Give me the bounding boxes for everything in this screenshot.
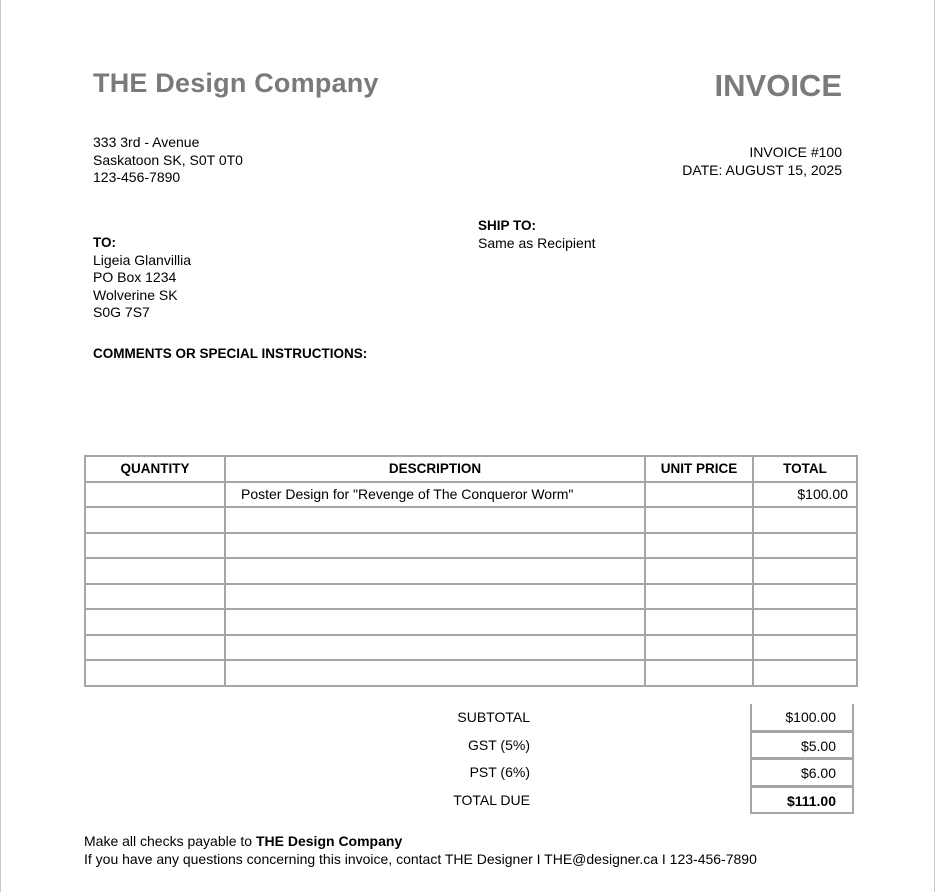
bill-to-label: TO: — [93, 235, 116, 250]
cell-total — [753, 533, 857, 559]
table-row — [85, 558, 857, 584]
total-due-label: TOTAL DUE — [453, 791, 530, 808]
recipient-city: Wolverine SK — [93, 286, 178, 303]
gst-label: GST (5%) — [468, 736, 530, 753]
ship-to-block — [478, 217, 596, 252]
cell-total: $100.00 — [753, 482, 857, 508]
cell-description — [225, 507, 645, 533]
cell-unit-price — [645, 558, 753, 584]
table-header-row — [85, 456, 857, 482]
cell-total — [753, 635, 857, 661]
company-address — [93, 134, 243, 187]
payable-line — [84, 833, 757, 851]
table-row — [85, 660, 857, 686]
ship-to-label: SHIP TO: — [478, 218, 537, 233]
table-row — [85, 609, 857, 635]
header-description: DESCRIPTION — [225, 456, 645, 482]
contact-line: If you have any questions concerning this invoice, contact THE Designer I THE@designer.ca I 123-456-7890 — [84, 850, 757, 867]
recipient-address: PO Box 1234 — [93, 269, 177, 285]
cell-total — [753, 507, 857, 533]
table-row — [85, 482, 857, 508]
recipient-name: Ligeia Glanvillia — [93, 251, 192, 268]
cell-description — [225, 660, 645, 686]
invoice-number: INVOICE #100 — [749, 144, 842, 160]
table-row — [85, 635, 857, 661]
payable-prefix: Make all checks payable to — [84, 833, 256, 849]
subtotal-label: SUBTOTAL — [457, 709, 530, 725]
subtotal-value: $100.00 — [750, 704, 854, 732]
cell-quantity — [85, 558, 225, 584]
footer — [84, 833, 757, 868]
recipient-postal: S0G 7S7 — [93, 304, 150, 320]
payable-company: THE Design Company — [255, 833, 403, 849]
cell-description — [225, 558, 645, 584]
cell-quantity — [85, 609, 225, 635]
bill-to-block — [93, 234, 191, 322]
phone: 123-456-7890 — [93, 169, 181, 185]
cell-quantity — [85, 584, 225, 610]
invoice-meta — [682, 144, 842, 179]
table-row — [85, 533, 857, 559]
cell-quantity — [85, 533, 225, 559]
cell-unit-price — [645, 660, 753, 686]
address-line: Saskatoon SK, S0T 0T0 — [93, 151, 243, 168]
cell-quantity — [85, 507, 225, 533]
cell-unit-price — [645, 533, 753, 559]
address-line: 333 3rd - Avenue — [93, 134, 200, 150]
pst-label: PST (6%) — [469, 764, 530, 780]
line-items-table — [84, 455, 858, 687]
cell-description — [225, 635, 645, 661]
ship-to-value: Same as Recipient — [478, 234, 596, 251]
cell-quantity — [85, 635, 225, 661]
invoice-date: DATE: AUGUST 15, 2025 — [682, 161, 842, 178]
comments-label: COMMENTS OR SPECIAL INSTRUCTIONS: — [93, 346, 368, 361]
cell-total — [753, 660, 857, 686]
cell-unit-price — [645, 635, 753, 661]
table-row — [85, 507, 857, 533]
header-total: TOTAL — [753, 456, 857, 482]
company-name: THE Design Company — [93, 68, 379, 98]
cell-description — [225, 609, 645, 635]
header-quantity: QUANTITY — [85, 456, 225, 482]
cell-description — [225, 584, 645, 610]
cell-description: Poster Design for "Revenge of The Conqueror Worm" — [225, 482, 645, 508]
invoice-title: INVOICE — [714, 68, 842, 103]
cell-unit-price — [645, 507, 753, 533]
cell-unit-price — [645, 584, 753, 610]
cell-quantity — [85, 482, 225, 508]
pst-value: $6.00 — [750, 759, 854, 787]
header-unit-price: UNIT PRICE — [645, 456, 753, 482]
table-row — [85, 584, 857, 610]
cell-total — [753, 584, 857, 610]
cell-unit-price — [645, 482, 753, 508]
gst-value: $5.00 — [750, 732, 854, 760]
cell-total — [753, 558, 857, 584]
total-due-value: $111.00 — [750, 787, 854, 815]
cell-quantity — [85, 660, 225, 686]
cell-description — [225, 533, 645, 559]
cell-unit-price — [645, 609, 753, 635]
cell-total — [753, 609, 857, 635]
